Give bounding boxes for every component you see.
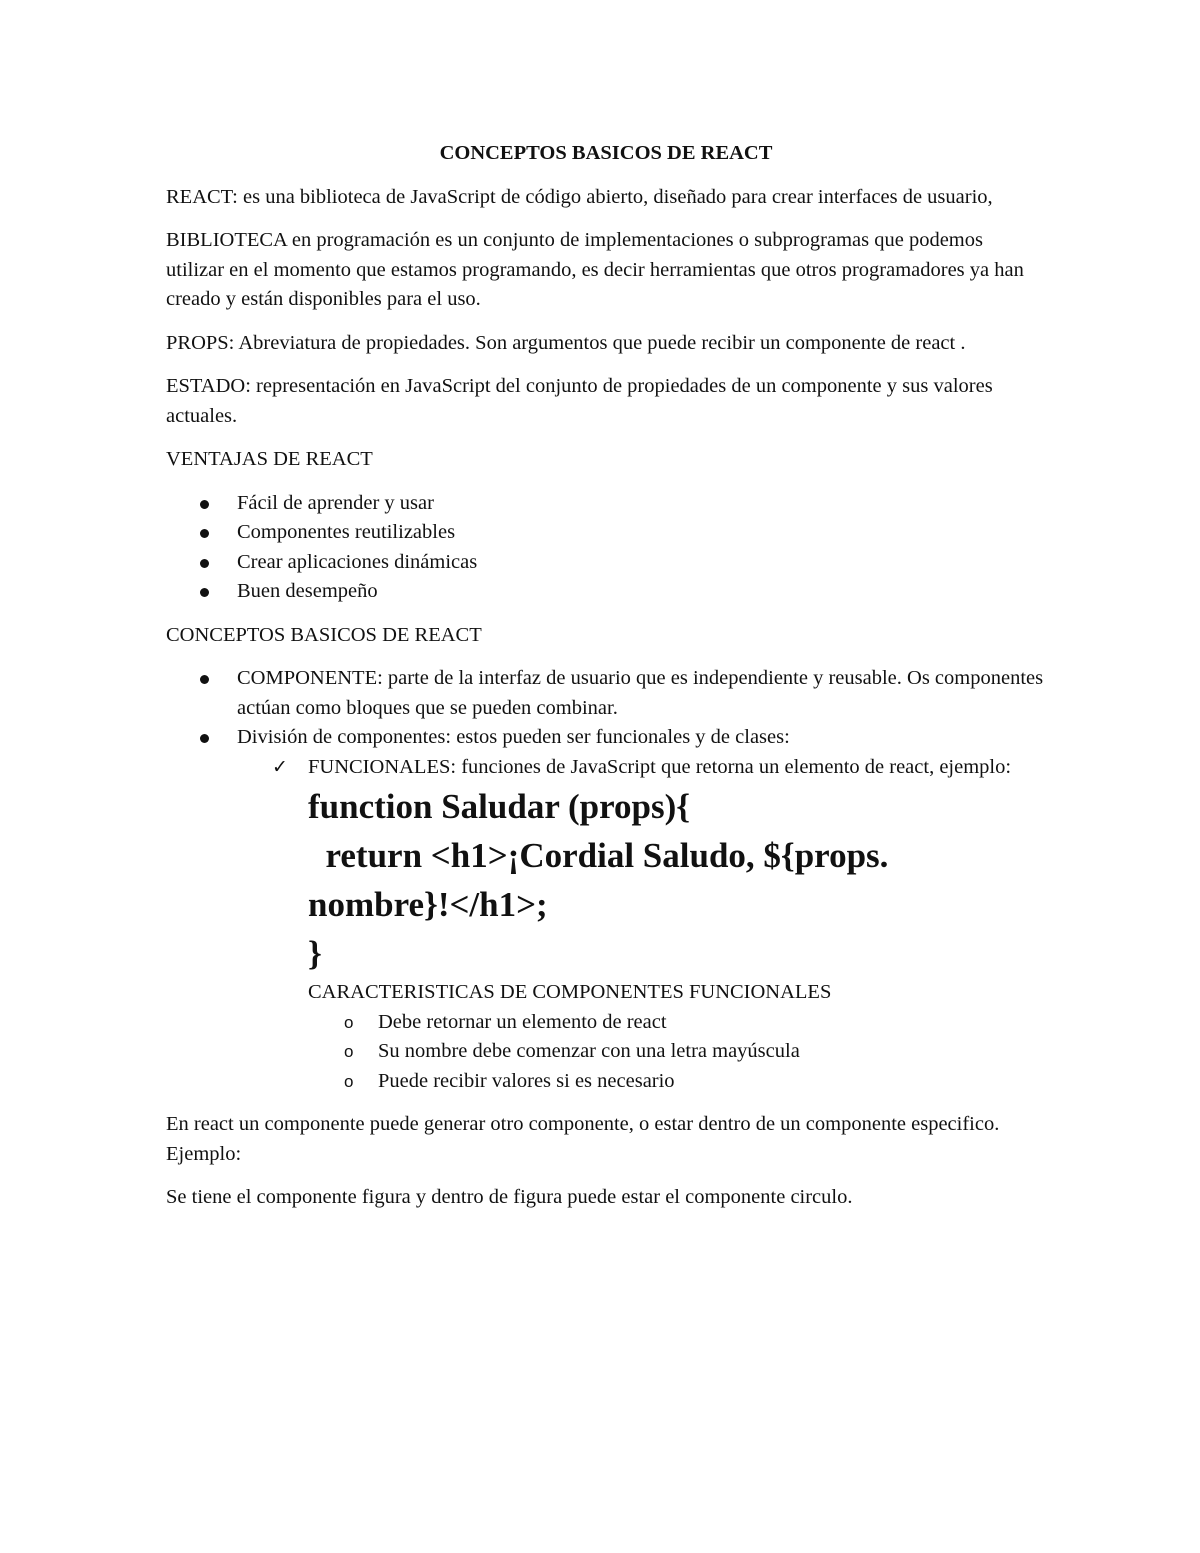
- list-item: Buen desempeño: [166, 577, 1046, 607]
- bullet-icon: [200, 675, 209, 684]
- bullet-icon: [200, 559, 209, 568]
- bullet-icon: [200, 588, 209, 597]
- checkmark-icon: ✓: [272, 755, 288, 778]
- caracteristicas-list: [166, 1008, 1046, 1097]
- paragraph-estado: ESTADO: representación en JavaScript del conjunto de propiedades de un componente y sus valores actuales.: [166, 375, 993, 427]
- paragraph-closing-2: Se tiene el componente figura y dentro de figura puede estar el componente circulo.: [166, 1186, 853, 1208]
- circle-bullet-icon: o: [344, 1042, 354, 1061]
- code-example: [166, 782, 1046, 978]
- list-item: ✓ FUNCIONALES: funciones de JavaScript que retorna un elemento de react, ejemplo:: [166, 753, 1046, 783]
- list-item: o Su nombre debe comenzar con una letra mayúscula: [166, 1037, 1046, 1067]
- paragraph-react: REACT: es una biblioteca de JavaScript de código abierto, diseñado para crear interfaces de usuario,: [166, 185, 993, 208]
- caracteristicas-heading: CARACTERISTICAS DE COMPONENTES FUNCIONALES: [308, 981, 832, 1003]
- circle-bullet-icon: o: [344, 1071, 354, 1091]
- paragraph-closing-1: En react un componente puede generar otro componente, o estar dentro de un componente especifico. Ejemplo:: [166, 1113, 1000, 1165]
- code-line: nombre}!</h1>;: [308, 885, 548, 924]
- list-item: División de componentes: estos pueden ser funcionales y de clases:: [166, 723, 1046, 753]
- bullet-icon: [200, 529, 209, 538]
- conceptos-heading: CONCEPTOS BASICOS DE REACT: [166, 623, 482, 646]
- conceptos-list: [166, 664, 1046, 753]
- paragraph-biblioteca: BIBLIOTECA en programación es un conjunto de implementaciones o subprogramas que podemos utilizar en el momento que estamos programando, es decir herramientas que otros programadores ya han creado y están disponibles para el uso.: [166, 229, 1024, 310]
- circle-bullet-icon: o: [344, 1012, 354, 1032]
- bullet-icon: [200, 734, 209, 743]
- list-item: o Puede recibir valores si es necesario: [166, 1067, 1046, 1097]
- document-page: [166, 139, 1046, 1227]
- list-item: Crear aplicaciones dinámicas: [166, 548, 1046, 578]
- code-line: return <h1>¡Cordial Saludo, ${props.: [308, 836, 889, 875]
- code-line: function Saludar (props){: [308, 787, 691, 826]
- ventajas-heading: VENTAJAS DE REACT: [166, 448, 373, 470]
- code-line: }: [308, 934, 322, 973]
- funcionales-list: [166, 753, 1046, 783]
- list-item: o Debe retornar un elemento de react: [166, 1008, 1046, 1038]
- list-item: Componentes reutilizables: [166, 518, 1046, 548]
- list-item: Fácil de aprender y usar: [166, 489, 1046, 519]
- list-item: COMPONENTE: parte de la interfaz de usuario que es independiente y reusable. Os componentes actúan como bloques que se pueden combinar.: [166, 664, 1046, 723]
- document-title: CONCEPTOS BASICOS DE REACT: [439, 142, 773, 164]
- ventajas-list: [166, 489, 1046, 607]
- bullet-icon: [200, 500, 209, 509]
- paragraph-props: PROPS: Abreviatura de propiedades. Son argumentos que puede recibir un componente de react .: [166, 331, 966, 354]
